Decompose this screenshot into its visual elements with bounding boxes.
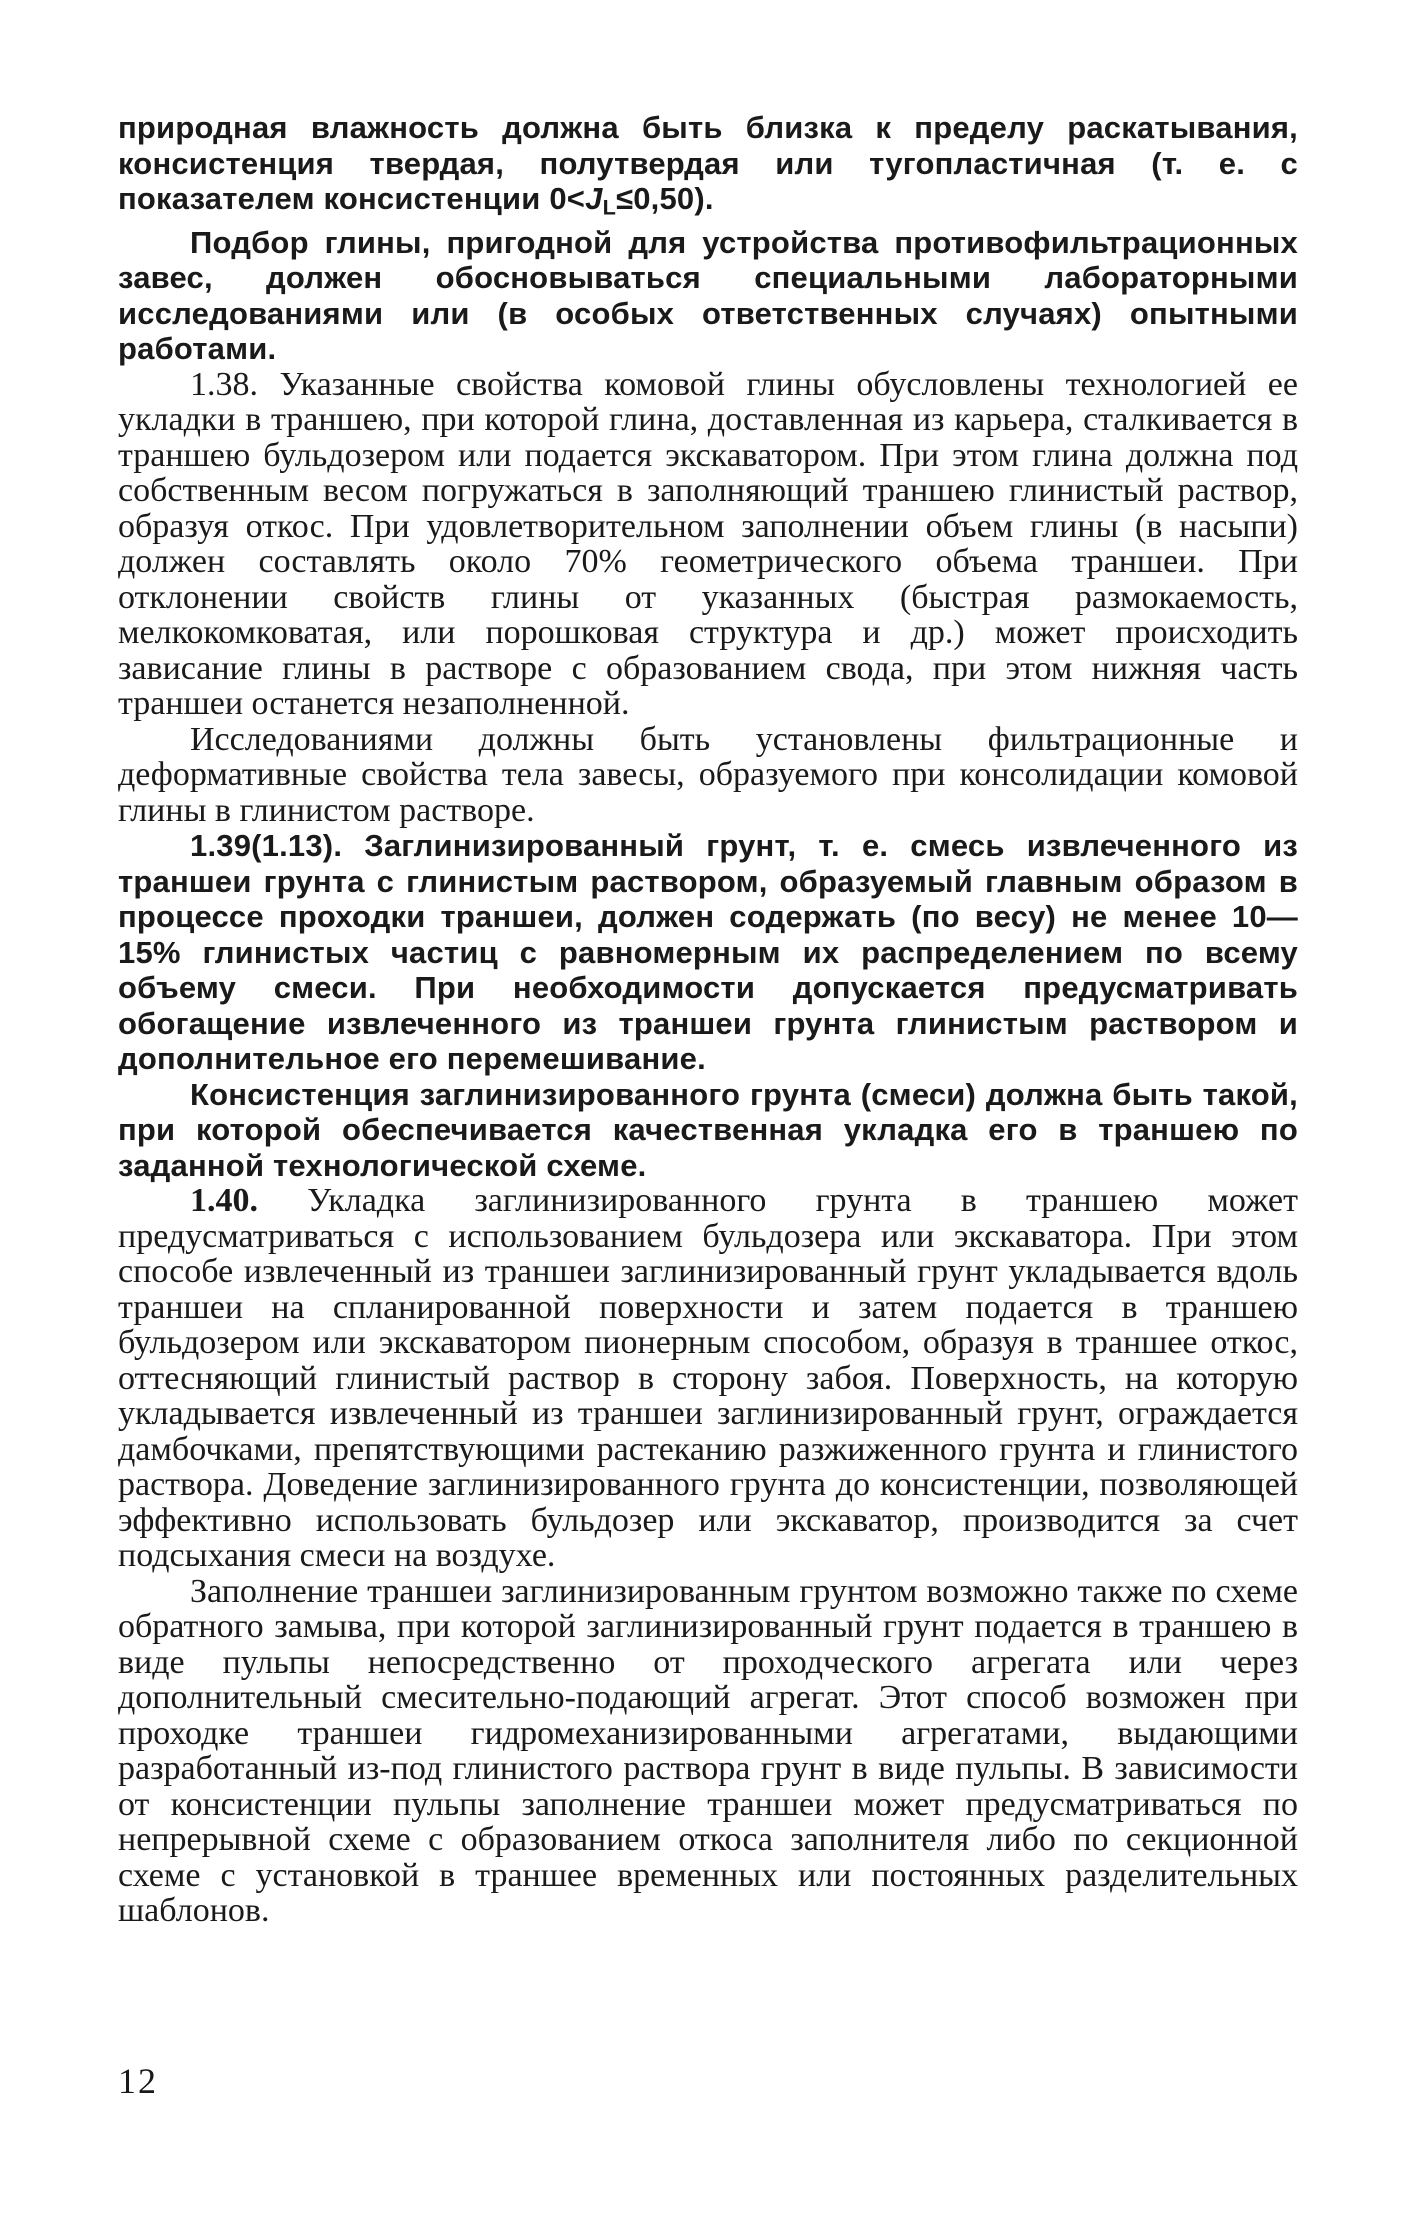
paragraph-research: Исследованиями должны быть установлены фильтрационные и деформативные свойства тела завесы, образуемого при консолидации комовой глины в глинистом растворе. [118, 720, 1298, 829]
paragraph-consistency: Консистенция заглинизированного грунта (смеси) должна быть такой, при которой обеспечивается качественная укладка его в траншею по заданной технологической схеме. [118, 1076, 1298, 1183]
paragraph-1-40-body: Укладка заглинизированного грунта в траншею может предусматриваться с использованием бульдозера или экскаватора. При этом способе извлеченный из траншеи заглинизированный грунт укладывается вдоль траншеи на спланированной поверхности и затем подается в траншею бульдозером или экскаватором пионерным способом, образуя в траншее откос, оттесняющий глинистый раствор в сторону забоя. Поверхность, на которую укладывается извлеченный из траншеи заглинизированный грунт, ограждается дамбочками, препятствующими растеканию разжиженного грунта и глинистого раствора. Доведение заглинизированного грунта до консистенции, позволяющей эффективно использовать бульдозер или экскаватор, производится за счет подсыхания смеси на воздухе. [118, 1182, 1298, 1575]
paragraph-reverse-wash: Заполнение траншеи заглинизированным грунтом возможно также по схеме обратного замыва, при которой заглинизированный грунт подается в траншею в виде пульпы непосредственно от проходческого агрегата или через дополнительный смесительно-подающий агрегат. Этот способ возможен при проходке траншеи гидромеханизированными агрегатами, выдающими разработанный из-под глинистого раствора грунт в виде пульпы. В зависимости от консистенции пульпы заполнение траншеи может предусматриваться по непрерывной схеме с образованием откоса заполнителя либо по секционной схеме с установкой в траншее временных или постоянных разделительных шаблонов. [118, 1572, 1298, 1930]
page-number: 12 [118, 2061, 158, 2101]
paragraph-1-40 [118, 1183, 1298, 1574]
formula-text-after: ≤0,50). [616, 181, 714, 216]
paragraph-clay-selection: Подбор глины, пригодной для устройства противофильтрационных завес, должен обосновываться специальными лабораторными исследованиями или (в особых ответственных случаях) опытными работами. [118, 224, 1298, 367]
formula-subscript: L [602, 194, 617, 220]
paragraph-1-40-number: 1.40. [190, 1182, 258, 1220]
paragraph-1-39: 1.39(1.13). Заглинизированный грунт, т. е. смесь извлеченного из траншеи грунта с глинистым раствором, образуемый главным образом в процессе проходки траншеи, должен содержать (по весу) не менее 10—15% глинистых частиц с равномерным их распределением по всему объему смеси. При необходимости допускается предусматривать обогащение извлеченного из траншеи грунта глинистым раствором и дополнительное его перемешивание. [118, 828, 1298, 1077]
document-page [118, 110, 1298, 1929]
paragraph-1-38: 1.38. Указанные свойства комовой глины обусловлены технологией ее укладки в траншею, при которой глина, доставленная из карьера, сталкивается в траншею бульдозером или подается экскаватором. При этом глина должна под собственным весом погружаться в заполняющий траншею глинистый раствор, образуя откос. При удовлетворительном заполнении объем глины (в насыпи) должен составлять около 70% геометрического объема траншеи. При отклонении свойств глины от указанных (быстрая размокаемость, мелкокомковатая, или порошковая структура и др.) может происходить зависание глины в растворе с образованием свода, при этом нижняя часть траншеи останется незаполненной. [118, 365, 1298, 723]
formula-symbol: J [585, 181, 603, 216]
formula-text-before: природная влажность должна быть близка к пределу раскатывания, консистенция твердая, полутвердая или тугопластичная (т. е. с показателем консистенции 0< [118, 110, 1298, 216]
paragraph-clay-moisture [118, 110, 1298, 225]
